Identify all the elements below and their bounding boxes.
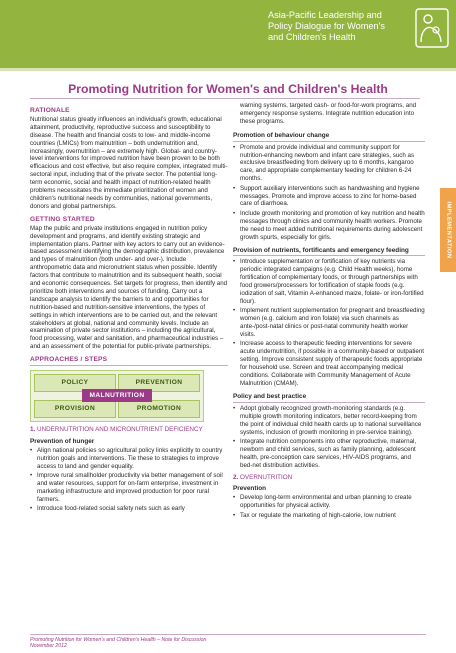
- promotion-behaviour-list: [233, 144, 425, 242]
- list-item: • Support auxiliary interventions such as handwashing and hygiene messages. Promote and improve access to zinc for home-based care of diarrhoea.: [233, 185, 425, 209]
- header-title-line1: Asia-Pacific Leadership and: [268, 10, 382, 20]
- header-title-line3: and Children's Health: [268, 32, 356, 42]
- list-item: • Develop long-term environmental and urban planning to create opportunities for physical activity.: [233, 494, 425, 510]
- prevention-of-hunger-heading: Prevention of hunger: [30, 438, 95, 445]
- provision-list: [233, 258, 425, 388]
- right-column: [233, 102, 425, 521]
- header-strip: [0, 68, 456, 71]
- list-item: • Adopt globally recognized growth-monitoring standards (e.g. multiple growth monitoring indicators, better record-keeping from the point of individual child health cards up to national surveillance systems, inclusion of growth monitoring in pre-service training).: [233, 405, 425, 437]
- page-title: Promoting Nutrition for Women's and Children's Health: [68, 82, 388, 96]
- footer-divider: [30, 634, 426, 635]
- diagram-promotion: PROMOTION: [118, 400, 200, 418]
- provision-heading: Provision of nutrients, fortificants and emergency feeding: [233, 246, 409, 254]
- section1-number: 1.: [30, 426, 36, 434]
- footer: [30, 637, 206, 650]
- implementation-tab: [440, 188, 456, 272]
- list-item: • Tax or regulate the marketing of high-calorie, low nutrient: [233, 512, 425, 520]
- list-item: • Implement nutrient supplementation for pregnant and breastfeeding women (e.g. calcium and iron folate) via such channels as ante-/post-natal clinics or post-natal community health worker visits.: [233, 307, 425, 339]
- diagram-provision: PROVISION: [34, 400, 116, 418]
- list-item: • Increase access to therapeutic feeding interventions for severe acute undernutrition, if possible in a community-based or outpatient setting. Improve consistent supply of therapeutic foods appropriate for household use. Screen and treat accompanying medical conditions. Collaborate with Community Management of Acute Malnutrition (CMAM).: [233, 340, 425, 387]
- section2-title: OVERNUTRITION: [240, 473, 293, 481]
- footer-line1: Promoting Nutrition for Women's and Children's Health – Note for Discussion: [30, 637, 207, 643]
- policy-list: [233, 405, 425, 470]
- diagram-prevention: PREVENTION: [118, 374, 200, 392]
- diagram-policy: POLICY: [34, 374, 116, 392]
- approaches-divider: [30, 365, 228, 366]
- list-item: • Integrate nutrition components into other reproductive, maternal, newborn and child services, such as family planning, adolescent health, pre-conception care services, HIV-AIDS programs, and bed-net distribution activities.: [233, 438, 425, 470]
- section2-heading: [233, 474, 425, 482]
- rationale-heading: RATIONALE: [30, 107, 70, 114]
- continued-text: warning systems, targeted cash- or food-for-work programs, and emergency response systems. Integrate nutrition education into these programs.: [240, 102, 417, 125]
- implementation-tab-label: IMPLEMENTATION: [445, 201, 452, 259]
- list-item: • Align national policies so agricultural policy links explicitly to country nutrition goals and interventions. Tie these to strategies to improve access to land and gender equality.: [30, 447, 228, 471]
- prevention-heading: Prevention: [233, 485, 267, 493]
- section1-heading: [30, 426, 228, 434]
- approaches-diagram: [30, 370, 204, 422]
- title-divider: [30, 98, 420, 99]
- list-item: • Improve rural smallholder productivity via better management of soil and water resources, support for on-farm enterprise, investment in marketing infrastructure and improved production for poor rural farmers.: [30, 472, 228, 504]
- rationale-text: Nutritional status greatly influences an individual's growth, educational attainment, productivity, reproductive success and susceptibility to disease. The health and financial costs to low- and middle-income countries (LMICs) from malnutrition – both undernutrition and, increasingly, overnutrition – are extremely high. Global- and country-level interventions for improved nutrition have been proven to be both efficacious and cost effective, but also require complex, integrated multi-sectoral input, including that of the private sector. The potential long-term economic, social and health impact of nutrition-related health problems necessitates the immediate prioritization of women and children's nutritional needs by communities, national governments, donors and global partnerships.: [30, 115, 228, 210]
- approaches-heading: APPROACHES / STEPS: [30, 356, 108, 364]
- list-item: • Introduce supplementation or fortification of key nutrients via periodic integrated campaigns (e.g. Child Health weeks), home fortification of complementary foods, or through partnerships with food growers/processers for fortification of staple foods (e.g. iodization of salt, Vitamin A-enhanced maize, folate- or iron-fortified flour).: [233, 258, 425, 305]
- provision-divider: [233, 255, 425, 256]
- section1-title: UNDERNUTRITION AND MICRONUTRIENT DEFICIENCY: [37, 426, 203, 434]
- footer-date: November 2012: [30, 643, 67, 650]
- header-title-line2: Policy Dialogue for Women's: [268, 21, 385, 31]
- prevention-list: [233, 494, 425, 519]
- left-column: [30, 104, 228, 515]
- policy-divider: [233, 402, 425, 403]
- diagram-malnutrition: MALNUTRITION: [82, 389, 152, 402]
- prevention-of-hunger-list: [30, 447, 228, 513]
- mother-child-logo-icon: [415, 8, 449, 48]
- list-item: • Introduce food-related social safety nets such as early: [30, 505, 228, 513]
- promotion-behaviour-heading: Promotion of behaviour change: [233, 131, 330, 139]
- getting-started-text: Map the public and private institutions engaged in nutrition policy development and programs, and identify existing strategic and implementation plans. Partner with key actors to carry out an evidence-based assessment identifying the demographic distribution, prevalence and types of malnutrition (both under- and over-). Include anthropometric data and micronutrient status when possible. Identify factors that contribute to malnutrition and its subsequent health, social and economic consequences. Set targets for progress, then identify and prioritize both interventions and sources of funding. Carry out a landscape analysis to identify the barriers to and opportunities for nutrition-based and nutrition-sensitive interventions, the types of settings in which interventions are to be carried out, and the relevant stakeholders at global, national and community levels. Include an examination of private sector institutions – including the agricultural, food processing, water and sanitation, and pharmaceutical industries – and an assessment of the potential for public-private partnerships.: [30, 224, 228, 351]
- policy-heading: Policy and best practice: [233, 392, 307, 400]
- list-item: • Promote and provide individual and community support for nutrition-enhancing newborn and infant care strategies, such as exclusive breastfeeding from delivery up to 6 months, kangaroo care, and appropriate complementary feeding for children 6-24 months.: [233, 144, 425, 184]
- header-title: [268, 10, 412, 43]
- section2-number: 2.: [233, 473, 239, 481]
- promotion-divider: [233, 141, 425, 142]
- getting-started-heading: GETTING STARTED: [30, 215, 95, 223]
- list-item: • Include growth monitoring and promotion of key nutrition and health messages through clinics and community health workers. Promote the need to meet added nutritional requirements during adolescent growth spurts, especially for girls.: [233, 210, 425, 242]
